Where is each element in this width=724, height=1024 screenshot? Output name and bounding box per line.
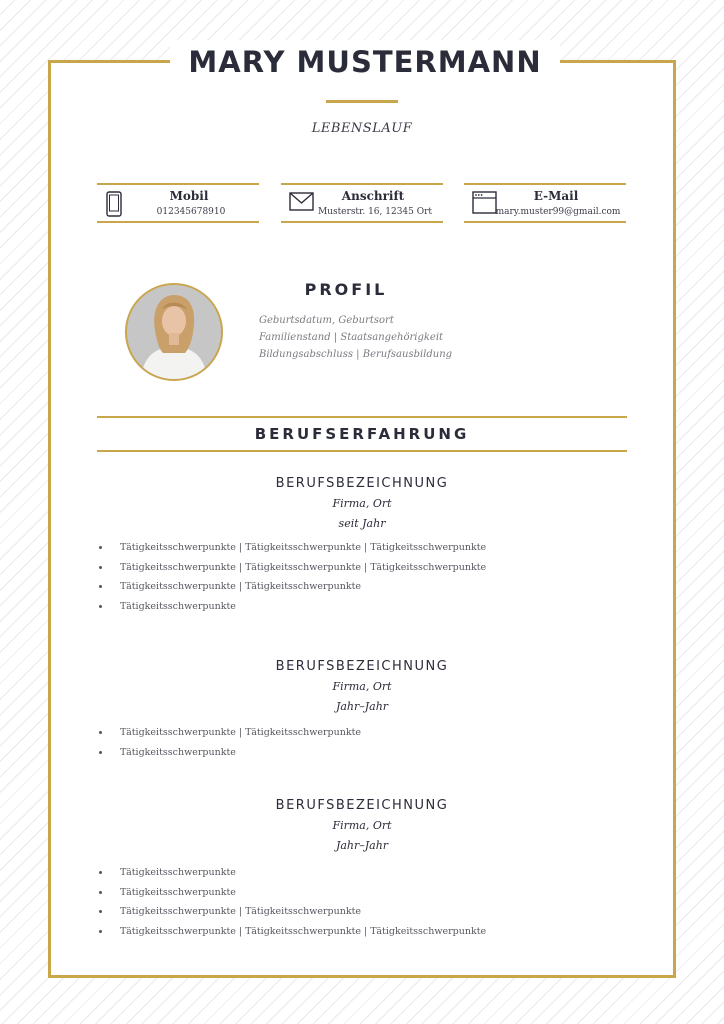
list-item: Tätigkeitsschwerpunkte [98, 863, 486, 883]
list-item: Tätigkeitsschwerpunkte [98, 743, 361, 763]
list-item: Tätigkeitsschwerpunkte [98, 597, 486, 617]
profile-line: Geburtsdatum, Geburtsort [259, 315, 394, 326]
job-company: Firma, Ort [332, 497, 392, 510]
profile-line: Familienstand | Staatsangehörigkeit [259, 332, 444, 343]
page-title: MARY MUSTERMANN [188, 45, 542, 79]
contact-value: 012345678910 [156, 207, 226, 217]
job-company: Firma, Ort [332, 680, 392, 693]
experience-heading: BERUFSERFAHRUNG [97, 416, 627, 452]
list-item: Tätigkeitsschwerpunkte | Tätigkeitsschwerpunkte | Tätigkeitsschwerpunkte [98, 538, 486, 558]
profile-heading: PROFIL [304, 280, 388, 299]
job-title: BERUFSBEZEICHNUNG [275, 476, 449, 491]
contact-label: Anschrift [341, 189, 405, 203]
contact-email [464, 183, 626, 223]
list-item: Tätigkeitsschwerpunkte [98, 883, 486, 903]
list-item: Tätigkeitsschwerpunkte | Tätigkeitsschwerpunkte | Tätigkeitsschwerpunkte [98, 922, 486, 942]
job-tasks [98, 723, 361, 762]
title-divider [326, 100, 398, 103]
job-tasks [98, 863, 486, 941]
job-title: BERUFSBEZEICHNUNG [275, 798, 449, 813]
list-item: Tätigkeitsschwerpunkte | Tätigkeitsschwerpunkte [98, 902, 486, 922]
profile-line: Bildungsabschluss | Berufsausbildung [259, 349, 453, 360]
list-item: Tätigkeitsschwerpunkte | Tätigkeitsschwerpunkte | Tätigkeitsschwerpunkte [98, 558, 486, 578]
document-subtitle: LEBENSLAUF [311, 121, 413, 136]
job-company: Firma, Ort [332, 819, 392, 832]
list-item: Tätigkeitsschwerpunkte | Tätigkeitsschwerpunkte [98, 723, 361, 743]
contact-label: Mobil [169, 189, 209, 203]
contact-value: Musterstr. 16, 12345 Ort [317, 207, 433, 217]
job-title: BERUFSBEZEICHNUNG [275, 659, 449, 674]
job-period: Jahr–Jahr [335, 839, 389, 852]
contact-value: mary.muster99@gmail.com [495, 207, 621, 217]
contact-address [281, 183, 443, 223]
job-tasks [98, 538, 486, 616]
job-period: seit Jahr [338, 517, 386, 530]
list-item: Tätigkeitsschwerpunkte | Tätigkeitsschwerpunkte [98, 577, 486, 597]
contact-label: E-Mail [533, 189, 579, 203]
contact-mobile [97, 183, 259, 223]
job-period: Jahr–Jahr [335, 700, 389, 713]
profile-photo [125, 283, 223, 381]
name-plate [170, 40, 560, 84]
